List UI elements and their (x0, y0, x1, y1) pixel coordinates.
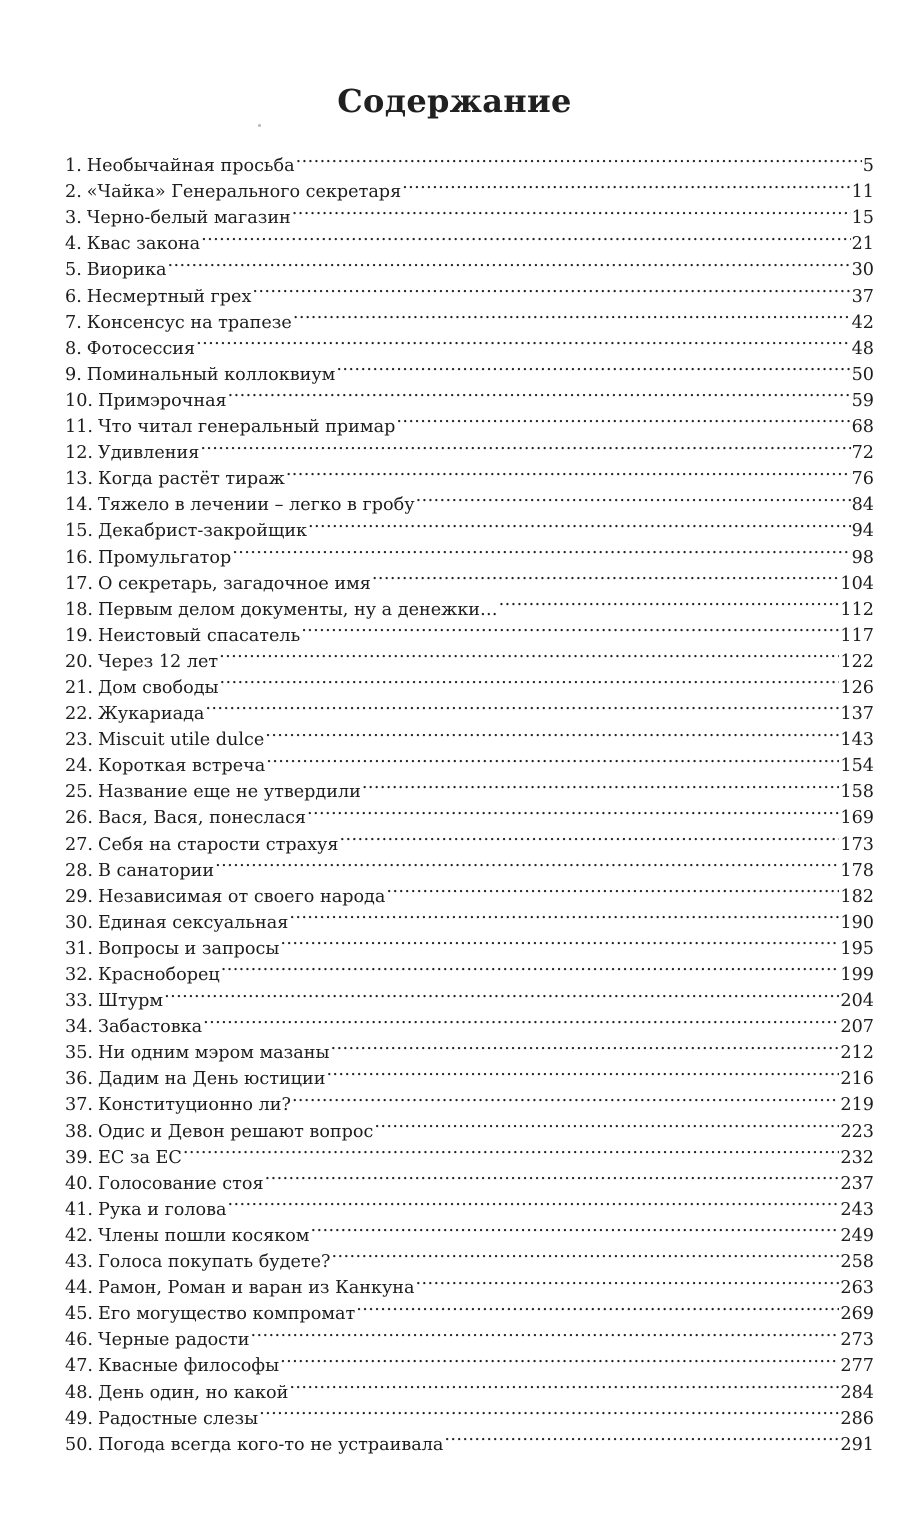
toc-leader-dots (330, 1032, 839, 1058)
toc-entry (65, 1006, 874, 1038)
toc-leader-dots (296, 145, 862, 171)
toc-entry-number: 25. (65, 782, 93, 803)
toc-entry-title: Фотосессия (86, 338, 196, 359)
toc-entry-title: Единая сексуальная (97, 912, 289, 933)
toc-leader-dots (183, 1137, 840, 1163)
toc-entry-number: 2. (65, 182, 82, 203)
toc-entry-page: 48 (851, 338, 874, 359)
toc-entry-page: 237 (840, 1173, 874, 1194)
toc-entry-title: Дадим на День юстиции (97, 1069, 326, 1090)
toc-entry-number: 5. (65, 260, 82, 281)
toc-leader-dots (164, 980, 839, 1006)
toc-entry-title: Квас закона (86, 234, 201, 255)
toc-entry-number: 22. (65, 704, 93, 725)
toc-entry-page: 286 (840, 1408, 874, 1429)
toc-entry-number: 31. (65, 938, 93, 959)
toc-entry-title: Квасные философы (97, 1356, 280, 1377)
toc-entry-number: 43. (65, 1252, 93, 1273)
toc-leader-dots (307, 797, 839, 823)
toc-entry-page: 190 (840, 912, 874, 933)
toc-leader-dots (331, 1241, 839, 1267)
toc-entry-title: «Чайка» Генерального секретаря (86, 182, 402, 203)
toc-leader-dots (362, 771, 840, 797)
toc-entry-title: Голосование стоя (97, 1173, 264, 1194)
toc-entry-number: 40. (65, 1173, 93, 1194)
toc-entry-page: 207 (840, 1017, 874, 1038)
toc-entry-title: Необычайная просьба (86, 156, 295, 177)
toc-entry-title: Ни одним мэром мазаны (97, 1043, 330, 1064)
toc-entry-title: Виорика (86, 260, 167, 281)
toc-entry-page: 258 (840, 1252, 874, 1273)
toc-entry-title: Независимая от своего народа (97, 886, 386, 907)
toc-leader-dots (396, 406, 850, 432)
toc-leader-dots (444, 1424, 839, 1450)
toc-entry-page: 37 (851, 286, 874, 307)
toc-leader-dots (168, 249, 851, 275)
toc-entry-number: 21. (65, 677, 93, 698)
toc-leader-dots (201, 223, 850, 249)
toc-entry-title: Жукариада (97, 704, 205, 725)
toc-entry-page: 21 (851, 234, 874, 255)
toc-leader-dots (228, 1189, 840, 1215)
toc-leader-dots (416, 1267, 840, 1293)
toc-entry-number: 17. (65, 573, 93, 594)
toc-entry-title: Черно-белый магазин (86, 208, 291, 229)
toc-leader-dots (292, 1084, 839, 1110)
toc-entry-page: 42 (851, 312, 874, 333)
toc-leader-dots (196, 328, 850, 354)
toc-entry-number: 30. (65, 912, 93, 933)
toc-entry-number: 29. (65, 886, 93, 907)
toc-entry-title: Вопросы и запросы (97, 938, 280, 959)
toc-entry-title: Промульгатор (97, 547, 232, 568)
toc-entry-number: 14. (65, 495, 93, 516)
toc-leader-dots (310, 1215, 839, 1241)
toc-entry-number: 18. (65, 599, 93, 620)
toc-entry-number: 27. (65, 834, 93, 855)
toc-leader-dots (293, 302, 851, 328)
toc-entry-page: 216 (840, 1069, 874, 1090)
toc-entry-number: 28. (65, 860, 93, 881)
toc-entry-number: 36. (65, 1069, 93, 1090)
toc-entry-number: 39. (65, 1147, 93, 1168)
toc-entry-number: 35. (65, 1043, 93, 1064)
toc-entry-number: 19. (65, 625, 93, 646)
toc-entry-number: 47. (65, 1356, 93, 1377)
toc-entry-page: 5 (862, 156, 874, 177)
toc-leader-dots (215, 850, 839, 876)
toc-entry-title: Тяжело в лечении – легко в гробу (97, 495, 415, 516)
toc-leader-dots (292, 197, 851, 223)
toc-entry-title: Через 12 лет (97, 651, 219, 672)
toc-entry-title: Штурм (97, 991, 164, 1012)
toc-entry-number: 13. (65, 469, 93, 490)
toc-leader-dots (203, 1006, 839, 1032)
toc-entry-page: 195 (840, 938, 874, 959)
toc-entry-page: 277 (840, 1356, 874, 1377)
toc-entry-page: 15 (851, 208, 874, 229)
toc-entry-number: 3. (65, 208, 82, 229)
toc-entry-page: 122 (840, 651, 874, 672)
toc-leader-dots (289, 1371, 839, 1397)
toc-entry (65, 145, 874, 177)
toc-leader-dots (402, 171, 850, 197)
toc-entry-page: 263 (840, 1278, 874, 1299)
toc-entry-number: 49. (65, 1408, 93, 1429)
toc-leader-dots (200, 432, 850, 458)
toc-leader-dots (340, 823, 840, 849)
toc-leader-dots (280, 928, 839, 954)
toc-entry-number: 1. (65, 156, 82, 177)
toc-leader-dots (416, 484, 851, 510)
toc-entry-number: 26. (65, 808, 93, 829)
toc-leader-dots (252, 275, 850, 301)
toc-entry-page: 143 (840, 730, 874, 751)
toc-entry-page: 154 (840, 756, 874, 777)
toc-entry-number: 48. (65, 1382, 93, 1403)
toc-entry-title: Погода всегда кого-то не устраивала (97, 1434, 444, 1455)
toc-entry-number: 11. (65, 417, 93, 438)
table-of-contents (65, 145, 874, 1455)
toc-entry-title: Вася, Вася, понеслася (97, 808, 307, 829)
toc-entry-page: 182 (840, 886, 874, 907)
toc-entry-page: 112 (840, 599, 874, 620)
toc-entry (65, 275, 874, 307)
toc-entry-number: 50. (65, 1434, 93, 1455)
toc-entry-number: 8. (65, 338, 82, 359)
toc-entry-title: В санатории (97, 860, 215, 881)
toc-entry-number: 33. (65, 991, 93, 1012)
toc-leader-dots (280, 1345, 839, 1371)
toc-entry-page: 11 (851, 182, 874, 203)
toc-entry-title: Неистовый спасатель (97, 625, 301, 646)
toc-entry-title: Рамон, Роман и варан из Канкуна (97, 1278, 415, 1299)
toc-entry-title: Себя на старости страхуя (97, 834, 339, 855)
paper-mark (258, 124, 261, 127)
toc-entry-page: 243 (840, 1199, 874, 1220)
toc-leader-dots (499, 589, 840, 615)
toc-entry-number: 46. (65, 1330, 93, 1351)
toc-entry-page: 269 (840, 1304, 874, 1325)
toc-entry-title: Поминальный коллоквиум (86, 364, 336, 385)
toc-entry (65, 1137, 874, 1168)
toc-entry-title: Когда растёт тираж (97, 469, 285, 490)
toc-entry-number: 41. (65, 1199, 93, 1220)
toc-entry-title: О секретарь, загадочное имя (97, 573, 371, 594)
toc-entry-title: Конституционно ли? (97, 1095, 291, 1116)
toc-entry-title: Одис и Девон решают вопрос (97, 1121, 374, 1142)
toc-entry-number: 34. (65, 1017, 93, 1038)
toc-entry-title: Радостные слезы (97, 1408, 259, 1429)
toc-entry-title: Красноборец (97, 965, 220, 985)
toc-entry-page: 117 (840, 625, 874, 646)
toc-entry-title: Дом свободы (97, 677, 219, 698)
toc-entry-number: 32. (65, 965, 93, 985)
toc-entry-page: 169 (840, 808, 874, 829)
toc-entry-page: 178 (840, 860, 874, 881)
toc-leader-dots (220, 667, 840, 693)
toc-entry-page: 94 (851, 521, 874, 542)
toc-leader-dots (265, 719, 839, 745)
toc-entry-page: 291 (840, 1434, 874, 1455)
toc-entry (65, 1163, 874, 1194)
toc-entry-page: 212 (840, 1043, 874, 1064)
toc-entry-page: 59 (851, 390, 874, 411)
toc-leader-dots (232, 536, 850, 562)
toc-entry-number: 24. (65, 756, 93, 777)
toc-leader-dots (221, 954, 840, 980)
toc-entry-page: 50 (851, 364, 874, 385)
toc-entry-number: 15. (65, 521, 93, 542)
toc-leader-dots (326, 1058, 839, 1084)
toc-entry-page: 76 (851, 469, 874, 490)
toc-entry-page: 204 (840, 991, 874, 1012)
toc-entry-number: 12. (65, 443, 93, 464)
toc-entry-title: День один, но какой (97, 1382, 289, 1403)
toc-entry-title: Черные радости (97, 1330, 250, 1351)
toc-leader-dots (356, 1293, 839, 1319)
toc-entry-title: Забастовка (97, 1017, 203, 1038)
toc-entry-title: ЕС за ЕС (97, 1147, 182, 1168)
toc-entry-title: Miscuit utile dulce (97, 730, 265, 751)
toc-entry-title: Удивления (97, 443, 200, 464)
toc-entry-number: 44. (65, 1278, 93, 1299)
toc-entry-title: Несмертный грех (86, 286, 252, 307)
toc-entry-title: Члены пошли косяком (97, 1225, 310, 1246)
toc-leader-dots (286, 458, 851, 484)
toc-entry-number: 16. (65, 547, 93, 568)
toc-leader-dots (289, 902, 839, 928)
toc-entry-number: 42. (65, 1225, 93, 1246)
toc-entry-title: Его могущество компромат (97, 1304, 356, 1325)
toc-entry-title: Первым делом документы, ну а денежки… (97, 599, 498, 620)
toc-entry-title: Короткая встреча (97, 756, 266, 777)
toc-entry (65, 249, 874, 281)
toc-entry-page: 199 (840, 965, 874, 985)
toc-leader-dots (228, 380, 851, 406)
toc-entry-title: Рука и голова (97, 1199, 227, 1220)
toc-leader-dots (308, 510, 851, 536)
toc-entry-page: 30 (851, 260, 874, 281)
toc-leader-dots (374, 1110, 839, 1136)
toc-entry-page: 158 (840, 782, 874, 803)
toc-leader-dots (259, 1398, 839, 1424)
toc-entry-number: 10. (65, 390, 93, 411)
page-title: Содержание (337, 82, 572, 120)
toc-entry-number: 6. (65, 286, 82, 307)
toc-entry-number: 38. (65, 1121, 93, 1142)
toc-entry-number: 45. (65, 1304, 93, 1325)
toc-entry-number: 7. (65, 312, 82, 333)
toc-entry-title: Голоса покупать будете? (97, 1252, 331, 1273)
toc-entry-page: 219 (840, 1095, 874, 1116)
toc-entry-title: Что читал генеральный примар (97, 417, 396, 438)
toc-leader-dots (266, 745, 839, 771)
toc-leader-dots (250, 1319, 839, 1345)
toc-entry-title: Примэрочная (97, 390, 227, 411)
toc-entry-page: 84 (851, 495, 874, 516)
toc-entry-page: 232 (840, 1147, 874, 1168)
toc-leader-dots (386, 876, 839, 902)
toc-leader-dots (301, 615, 839, 641)
toc-entry-number: 9. (65, 364, 82, 385)
toc-entry-number: 37. (65, 1095, 93, 1116)
toc-entry-page: 104 (840, 573, 874, 594)
toc-entry-page: 249 (840, 1225, 874, 1246)
toc-leader-dots (265, 1163, 840, 1189)
toc-entry-page: 98 (851, 547, 874, 568)
toc-entry (65, 980, 874, 1012)
toc-leader-dots (205, 693, 839, 719)
toc-entry-page: 273 (840, 1330, 874, 1351)
toc-entry-number: 23. (65, 730, 93, 751)
toc-entry-number: 4. (65, 234, 82, 255)
toc-entry-page: 72 (851, 443, 874, 464)
toc-entry-number: 20. (65, 651, 93, 672)
toc-entry-title: Название еще не утвердили (97, 782, 361, 803)
toc-entry-page: 173 (840, 834, 874, 855)
toc-entry-page: 284 (840, 1382, 874, 1403)
toc-entry-title: Консенсус на трапезе (86, 312, 292, 333)
toc-entry-page: 223 (840, 1121, 874, 1142)
toc-leader-dots (336, 354, 850, 380)
toc-leader-dots (372, 563, 840, 589)
toc-entry-page: 137 (840, 704, 874, 725)
toc-leader-dots (219, 641, 839, 667)
toc-entry-page: 68 (851, 417, 874, 438)
toc-entry-page: 126 (840, 677, 874, 698)
toc-entry-title: Декабрист-закройщик (97, 521, 308, 542)
